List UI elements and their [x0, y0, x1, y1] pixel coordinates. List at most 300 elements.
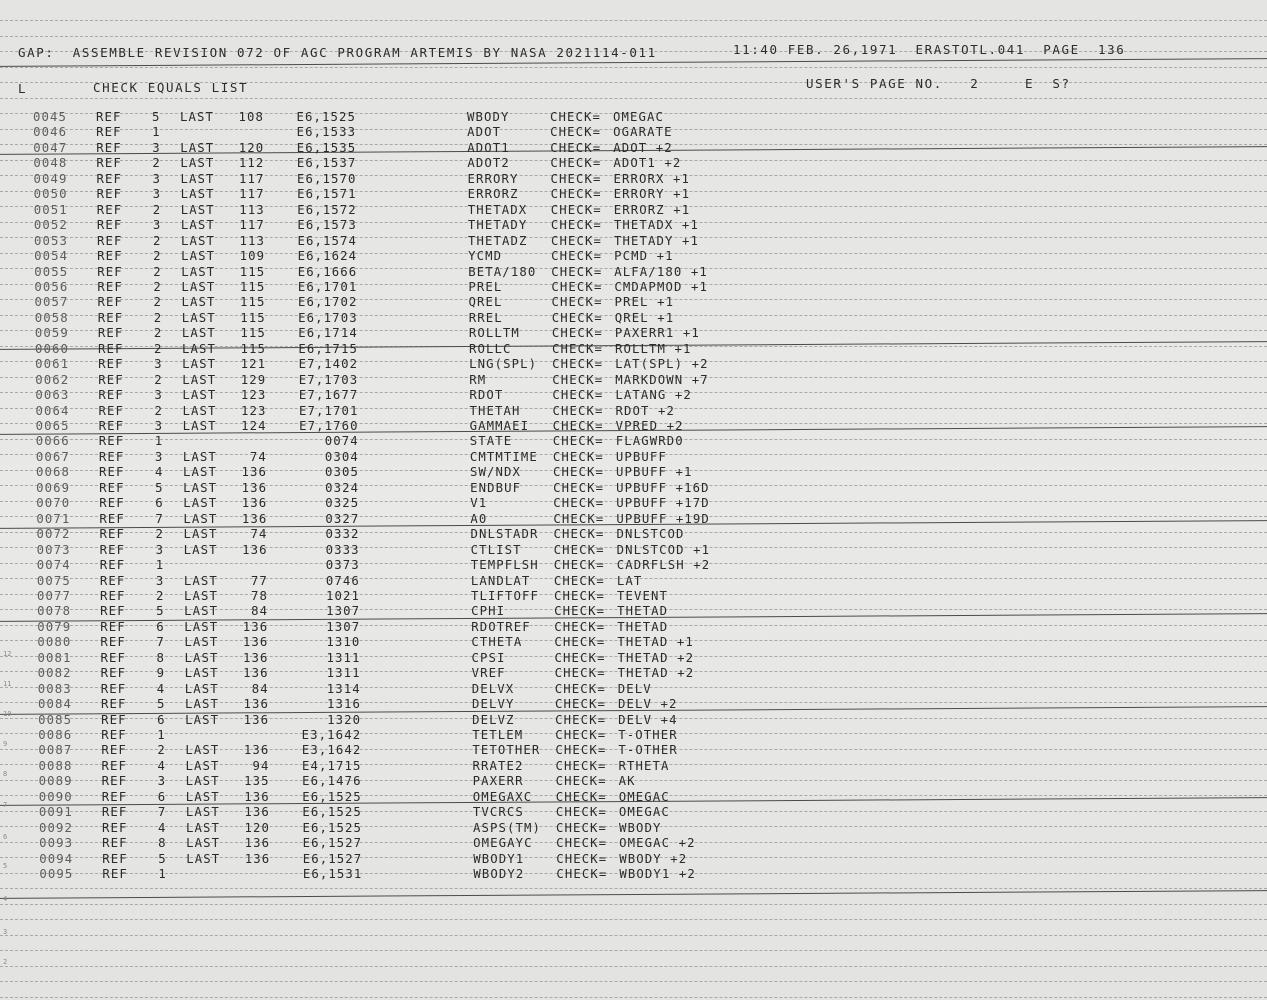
last-label: LAST — [185, 805, 220, 820]
ref-type: REF — [99, 558, 126, 573]
line-number: 0056 — [34, 279, 69, 294]
last-label: LAST — [183, 542, 218, 557]
address: 0333 — [325, 542, 360, 557]
dashed-rule — [0, 966, 1267, 967]
check-target: CADRFLSH +2 — [616, 558, 711, 573]
table-row — [0, 311, 1267, 326]
last-label: LAST — [186, 836, 221, 851]
last-page: 115 — [239, 279, 266, 294]
symbol: CPSI — [471, 650, 506, 665]
last-label: LAST — [185, 758, 220, 773]
ref-type: REF — [101, 743, 127, 758]
check-label: CHECK= — [552, 465, 605, 480]
last-page: 117 — [239, 171, 265, 186]
ref-count: 6 — [155, 496, 164, 511]
last-label: LAST — [184, 697, 219, 712]
address: E6,1703 — [298, 310, 358, 325]
symbol: RRATE2 — [472, 758, 524, 773]
check-target: WBODY +2 — [619, 851, 688, 866]
ref-count: 1 — [157, 728, 166, 742]
table-row — [0, 388, 1267, 403]
table-row — [0, 682, 1267, 697]
address: E7,1760 — [299, 419, 359, 433]
ref-count: 6 — [157, 789, 167, 804]
last-label: LAST — [182, 357, 217, 372]
address: 1021 — [326, 588, 361, 603]
symbol: ERRORY — [467, 171, 519, 186]
check-target: THETAD +2 — [617, 650, 695, 665]
last-page: 115 — [240, 295, 266, 310]
line-number: 0077 — [37, 588, 72, 603]
symbol: OMEGAYC — [473, 836, 533, 851]
check-label: CHECK= — [555, 789, 607, 804]
check-label: CHECK= — [550, 202, 602, 217]
last-page: 136 — [242, 619, 269, 634]
symbol: WBODY2 — [473, 867, 525, 882]
last-label: LAST — [184, 604, 219, 619]
check-label: CHECK= — [554, 604, 606, 619]
line-number: 0057 — [34, 295, 69, 310]
last-page: 117 — [239, 187, 265, 202]
check-label: CHECK= — [550, 156, 602, 171]
check-label: CHECK= — [556, 867, 608, 882]
dashed-rule — [0, 67, 1267, 68]
line-number: 0086 — [38, 728, 73, 742]
last-label: LAST — [185, 743, 220, 758]
check-label: CHECK= — [550, 110, 602, 124]
ref-type: REF — [101, 805, 128, 820]
check-label: CHECK= — [555, 758, 607, 773]
dashed-rule — [0, 919, 1267, 920]
table-row — [0, 558, 1267, 573]
last-label: LAST — [185, 820, 220, 835]
last-label: LAST — [183, 527, 218, 542]
check-target: UPBUFF — [615, 449, 667, 464]
last-page: 121 — [240, 357, 267, 372]
ref-type: REF — [101, 820, 128, 835]
ref-type: REF — [101, 774, 128, 789]
last-page: 115 — [240, 326, 266, 341]
table-row — [0, 836, 1267, 851]
check-target: ADOT1 +2 — [613, 156, 682, 171]
line-number: 0048 — [33, 156, 68, 171]
table-row — [0, 141, 1267, 156]
ref-type: REF — [97, 295, 124, 310]
ref-type: REF — [100, 666, 127, 681]
ref-count: 3 — [152, 187, 162, 202]
check-label: CHECK= — [552, 372, 604, 387]
margin-mark: 3 — [3, 928, 8, 936]
ref-count: 3 — [152, 171, 162, 186]
last-label: LAST — [182, 449, 217, 464]
table-row — [0, 620, 1267, 635]
last-page: 124 — [241, 419, 267, 433]
last-label: LAST — [181, 233, 216, 248]
address: E6,1573 — [297, 218, 357, 233]
solid-rule — [0, 890, 1267, 899]
line-number: 0049 — [33, 171, 68, 186]
address: E7,1703 — [298, 372, 359, 387]
check-label: CHECK= — [552, 388, 604, 403]
address: 1311 — [326, 650, 361, 665]
check-target: T-OTHER — [618, 728, 678, 742]
check-target: RTHETA — [618, 758, 670, 773]
check-target: TEVENT — [617, 588, 669, 603]
check-label: CHECK= — [556, 836, 608, 851]
check-target: THETADY +1 — [614, 233, 700, 248]
check-target: OMEGAC +2 — [619, 836, 696, 851]
check-target: ERRORX +1 — [613, 171, 691, 186]
symbol: CTLIST — [470, 542, 522, 557]
dashed-rule — [0, 888, 1267, 889]
line-number: 0078 — [37, 604, 72, 619]
check-label: CHECK= — [556, 851, 608, 866]
ref-type: REF — [99, 496, 125, 511]
last-page: 136 — [243, 697, 269, 712]
last-label: LAST — [181, 326, 216, 341]
address: E6,1701 — [297, 279, 358, 294]
symbol: THETADX — [467, 202, 528, 217]
line-number: 0094 — [39, 851, 74, 866]
check-label: CHECK= — [550, 171, 602, 186]
last-label: LAST — [181, 249, 216, 264]
line-number: 0052 — [33, 218, 68, 233]
last-page: 129 — [240, 372, 267, 387]
last-label: LAST — [186, 851, 221, 866]
table-row — [0, 527, 1267, 542]
line-number: 0045 — [33, 110, 68, 124]
margin-mark: 4 — [3, 895, 8, 903]
last-page: 115 — [240, 310, 266, 325]
address: E6,1476 — [302, 774, 362, 789]
ref-count: 2 — [153, 310, 163, 325]
check-target: ERRORZ +1 — [613, 202, 691, 217]
header-timestamp: 11:40 FEB. 26,1971 ERASTOTL.041 PAGE 136 — [733, 42, 1126, 57]
last-label: LAST — [182, 403, 217, 418]
address: 1314 — [326, 681, 361, 696]
last-page: 136 — [243, 650, 269, 665]
table-row — [0, 589, 1267, 604]
ref-type: REF — [96, 202, 123, 217]
last-page: 84 — [251, 681, 269, 696]
last-page: 74 — [250, 527, 268, 542]
ref-type: REF — [98, 403, 124, 418]
address: E7,1677 — [298, 388, 359, 403]
last-page: 108 — [238, 110, 264, 124]
check-label: CHECK= — [553, 542, 605, 557]
ref-type: REF — [96, 140, 122, 155]
ref-count: 8 — [158, 836, 167, 851]
ref-count: 2 — [152, 156, 161, 171]
address: E7,1701 — [298, 403, 359, 418]
symbol: ENDBUF — [470, 480, 522, 495]
check-label: CHECK= — [555, 728, 607, 742]
check-label: CHECK= — [555, 774, 607, 789]
table-row — [0, 805, 1267, 820]
ref-count: 3 — [154, 449, 164, 464]
table-row — [0, 759, 1267, 774]
address: 0324 — [325, 480, 360, 495]
ref-type: REF — [97, 326, 124, 341]
address: E6,1702 — [298, 295, 358, 310]
address: E6,1525 — [296, 110, 356, 124]
table-row — [0, 249, 1267, 264]
address: E6,1525 — [302, 820, 362, 835]
last-page: 94 — [252, 758, 270, 773]
ref-count: 2 — [157, 743, 166, 758]
check-target: AK — [618, 774, 636, 789]
ref-type: REF — [100, 604, 126, 619]
dashed-rule — [0, 98, 1267, 99]
check-label: CHECK= — [554, 650, 606, 665]
table-row — [0, 203, 1267, 218]
symbol: RM — [469, 372, 487, 387]
check-label: CHECK= — [554, 588, 606, 603]
check-target: UPBUFF +17D — [616, 496, 710, 511]
ref-count: 4 — [157, 820, 167, 835]
symbol: CMTMTIME — [469, 449, 538, 464]
address: E3,1642 — [301, 728, 362, 742]
symbol: DELVX — [471, 681, 515, 696]
section-marker: L — [18, 81, 28, 96]
line-number: 0061 — [35, 357, 70, 372]
ref-count: 2 — [153, 341, 163, 356]
line-number: 0085 — [38, 712, 73, 727]
table-row — [0, 543, 1267, 558]
ref-type: REF — [97, 341, 124, 356]
last-label: LAST — [181, 279, 216, 294]
table-row — [0, 234, 1267, 249]
ref-count: 7 — [155, 511, 164, 526]
line-number: 0082 — [37, 666, 72, 681]
margin-mark: 12 — [3, 650, 12, 658]
address: 0746 — [325, 573, 360, 588]
check-target: ERRORY +1 — [613, 187, 691, 202]
last-page: 136 — [244, 805, 270, 820]
last-label: LAST — [182, 372, 217, 387]
table-row — [0, 373, 1267, 388]
ref-count: 7 — [157, 805, 167, 820]
dashed-rule — [0, 20, 1267, 21]
check-target: UPBUFF +16D — [616, 480, 710, 495]
ref-type: REF — [96, 218, 123, 233]
check-label: CHECK= — [551, 279, 603, 294]
check-label: CHECK= — [555, 805, 607, 820]
table-row — [0, 790, 1267, 805]
table-row — [0, 743, 1267, 758]
address: E7,1402 — [298, 357, 359, 372]
ref-count: 6 — [156, 619, 165, 634]
last-label: LAST — [183, 496, 218, 511]
address: E6,1715 — [298, 341, 358, 356]
ref-count: 3 — [154, 357, 163, 372]
ref-count: 2 — [153, 279, 162, 294]
line-number: 0054 — [34, 249, 69, 264]
ref-type: REF — [100, 588, 126, 603]
margin-mark: 10 — [3, 710, 12, 718]
ref-count: 2 — [153, 295, 163, 310]
table-row — [0, 419, 1267, 434]
ref-count: 1 — [155, 558, 165, 573]
check-label: CHECK= — [552, 434, 604, 449]
ref-count: 5 — [152, 110, 161, 124]
last-page: 113 — [239, 233, 266, 248]
ref-type: REF — [99, 573, 126, 588]
ref-count: 1 — [158, 867, 167, 882]
last-page: 136 — [242, 542, 268, 557]
line-number: 0080 — [37, 635, 72, 650]
table-row — [0, 156, 1267, 171]
ref-count: 2 — [153, 249, 162, 264]
check-target: PREL +1 — [614, 295, 675, 310]
check-label: CHECK= — [554, 666, 606, 681]
check-target: RDOT +2 — [615, 403, 675, 418]
last-label: LAST — [181, 295, 216, 310]
address: E6,1714 — [298, 326, 358, 341]
check-label: CHECK= — [550, 187, 602, 202]
last-label: LAST — [181, 310, 216, 325]
check-label: CHECK= — [550, 125, 602, 140]
line-number: 0088 — [38, 758, 73, 773]
table-row — [0, 404, 1267, 419]
last-label: LAST — [183, 573, 218, 588]
check-target: DELV — [617, 681, 652, 696]
symbol: TEMPFLSH — [470, 558, 539, 573]
symbol: PAXERR — [472, 774, 524, 789]
ref-count: 5 — [156, 697, 166, 712]
check-target: WBODY1 +2 — [619, 867, 696, 882]
table-row — [0, 574, 1267, 589]
check-label: CHECK= — [553, 573, 605, 588]
ref-count: 4 — [154, 465, 164, 480]
symbol: QREL — [468, 295, 503, 310]
address: 1310 — [326, 635, 361, 650]
ref-count: 2 — [156, 588, 165, 603]
line-number: 0067 — [35, 449, 70, 464]
ref-count: 2 — [153, 264, 162, 279]
ref-type: REF — [100, 681, 127, 696]
line-number: 0059 — [34, 326, 69, 341]
address: 1307 — [326, 604, 361, 619]
ref-type: REF — [97, 310, 124, 325]
symbol: SW/NDX — [469, 465, 522, 480]
check-label: CHECK= — [551, 326, 603, 341]
last-label: LAST — [182, 419, 217, 433]
line-number: 0073 — [36, 542, 71, 557]
line-number: 0065 — [35, 419, 70, 433]
table-row — [0, 774, 1267, 789]
last-page: 136 — [243, 666, 269, 681]
address: 1316 — [326, 697, 361, 712]
table-row — [0, 265, 1267, 280]
table-row — [0, 125, 1267, 140]
line-number: 0092 — [38, 820, 73, 835]
ref-count: 3 — [152, 140, 161, 155]
ref-type: REF — [98, 419, 125, 433]
ref-count: 4 — [157, 758, 166, 773]
ref-count: 3 — [155, 542, 165, 557]
ref-type: REF — [98, 465, 125, 480]
check-target: QREL +1 — [614, 310, 675, 325]
address: 1311 — [326, 666, 361, 681]
ref-count: 3 — [154, 388, 163, 403]
last-page: 136 — [241, 465, 267, 480]
check-label: CHECK= — [554, 619, 606, 634]
margin-mark: 6 — [3, 833, 8, 841]
symbol: THETAH — [469, 403, 521, 418]
ref-type: REF — [96, 110, 122, 124]
last-label: LAST — [180, 187, 215, 202]
last-page: 120 — [238, 140, 265, 155]
ref-count: 2 — [153, 326, 163, 341]
address: E6,1535 — [296, 140, 357, 155]
dashed-rule — [0, 935, 1267, 936]
table-row — [0, 481, 1267, 496]
table-row — [0, 218, 1267, 233]
ref-type: REF — [99, 511, 125, 526]
check-label: CHECK= — [555, 820, 607, 835]
last-label: LAST — [180, 110, 215, 124]
table-row — [0, 187, 1267, 202]
last-label: LAST — [184, 666, 219, 681]
ref-type: REF — [97, 233, 123, 248]
last-page: 136 — [242, 635, 269, 650]
last-label: LAST — [180, 218, 215, 233]
check-target: VPRED +2 — [615, 419, 684, 433]
check-target: LATANG +2 — [615, 388, 692, 403]
check-label: CHECK= — [552, 449, 604, 464]
check-target: LAT(SPL) +2 — [615, 357, 709, 372]
line-number: 0081 — [37, 650, 72, 665]
line-number: 0095 — [39, 867, 74, 882]
symbol: ROLLC — [468, 341, 512, 356]
last-label: LAST — [182, 465, 217, 480]
address: 1320 — [327, 712, 362, 727]
table-row — [0, 604, 1267, 619]
symbol: THETADY — [467, 218, 528, 233]
ref-type: REF — [99, 480, 125, 495]
table-row — [0, 465, 1267, 480]
ref-type: REF — [101, 728, 127, 742]
user-page-number: USER'S PAGE NO. 2 E S? — [806, 76, 1071, 91]
symbol: TVCRCS — [472, 805, 524, 820]
check-target: LAT — [616, 573, 643, 588]
last-label: LAST — [184, 681, 219, 696]
table-row — [0, 172, 1267, 187]
table-row — [0, 867, 1267, 882]
ref-type: REF — [96, 171, 123, 186]
line-number: 0062 — [35, 372, 70, 387]
line-number: 0058 — [34, 310, 69, 325]
last-page: 117 — [239, 218, 265, 233]
last-page: 136 — [244, 789, 270, 804]
last-label: LAST — [184, 619, 219, 634]
address: 0074 — [324, 434, 359, 449]
line-number: 0064 — [35, 403, 70, 418]
address: E6,1624 — [297, 249, 358, 264]
dashed-rule — [0, 36, 1267, 37]
last-label: LAST — [185, 774, 220, 789]
table-row — [0, 821, 1267, 836]
table-row — [0, 496, 1267, 511]
ref-type: REF — [102, 851, 128, 866]
last-page: 115 — [240, 341, 266, 356]
last-page: 135 — [244, 774, 270, 789]
ref-type: REF — [98, 434, 125, 449]
margin-mark: 7 — [3, 801, 8, 809]
address: E6,1525 — [302, 805, 362, 820]
address: E4,1715 — [301, 758, 362, 773]
